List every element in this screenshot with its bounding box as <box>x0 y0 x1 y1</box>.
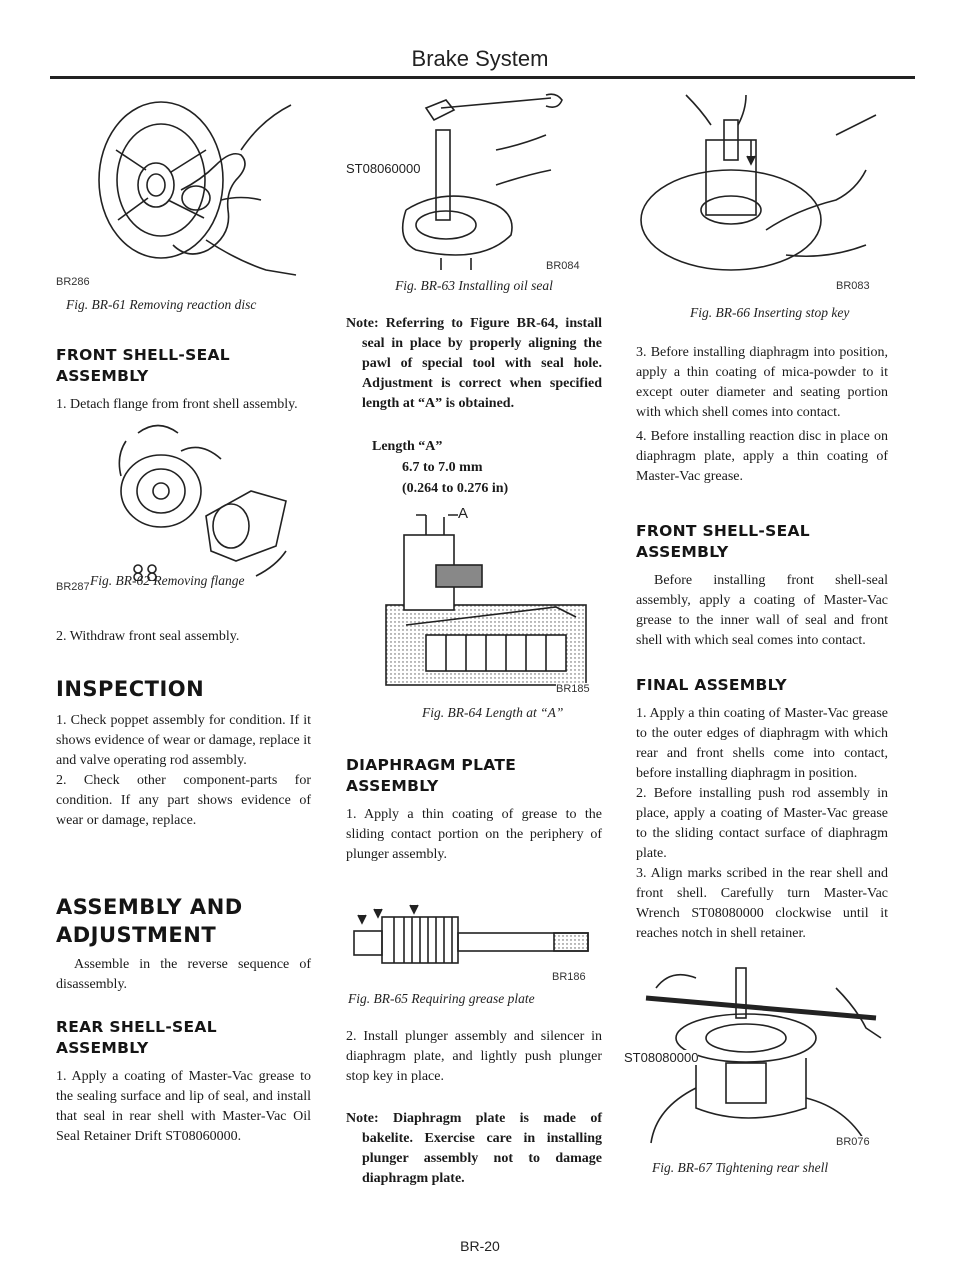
plunger-illustration <box>346 895 602 977</box>
page-header: Brake System <box>411 46 549 71</box>
flange-removal-illustration <box>56 421 311 581</box>
figure-code: BR083 <box>836 280 870 292</box>
tool-label: ST08080000 <box>624 1050 699 1065</box>
column-left <box>56 90 311 1147</box>
paragraph: 1. Apply a thin coating of Master-Vac grease to the outer edges of diaphragm with which rear and front shells come into contact, before installing diaphragm in position. <box>636 706 888 781</box>
figure-br62 <box>56 421 311 601</box>
paragraph: 2. Check other component-parts for condition. If any part shows evidence of wear or damage, replace. <box>56 773 311 828</box>
section-heading: FRONT SHELL-SEAL ASSEMBLY <box>636 522 810 561</box>
reaction-disc-illustration <box>56 90 311 295</box>
figure-code: BR076 <box>836 1136 870 1148</box>
figure-caption: Fig. BR-67 Tightening rear shell <box>652 1160 829 1175</box>
figure-code: BR185 <box>556 683 590 695</box>
note: Note: Diaphragm plate is made of bakelite. Exercise care in installing plunger assembly not to damage diaphragm plate. <box>346 1111 602 1186</box>
figure-br64 <box>346 505 602 695</box>
oil-seal-illustration <box>346 90 602 278</box>
figure-code: BR084 <box>546 260 580 272</box>
header-rule <box>50 76 915 79</box>
length-mm: 6.7 to 7.0 mm <box>402 460 483 475</box>
paragraph: 2. Before installing push rod assembly in place, apply a coating of Master-Vac grease to the sliding contact surface of diaphragm plate. <box>636 786 888 861</box>
paragraph: 1. Detach flange from front shell assembly. <box>56 397 298 412</box>
section-heading: INSPECTION <box>56 677 205 701</box>
length-spec <box>346 436 602 499</box>
paragraph: Assemble in the reverse sequence of disassembly. <box>56 957 311 992</box>
paragraph: Before installing front shell-seal assembly, apply a coating of Master-Vac grease to the inner wall of seal and front shell with which seal comes into contact. <box>636 573 888 648</box>
paragraph: 1. Apply a coating of Master-Vac grease to the sealing surface and lip of seal, and install that seal in rear shell with Master-Vac Oil Seal Retainer Drift ST08060000. <box>56 1069 311 1144</box>
dimension-label: A <box>458 505 469 522</box>
column-right <box>624 90 888 1176</box>
figure-caption: Fig. BR-64 Length at “A” <box>422 705 564 720</box>
figure-br66 <box>636 90 888 295</box>
figure-code: BR286 <box>56 276 90 288</box>
paragraph: 3. Before installing diaphragm into position, apply a thin coating of mica-powder to it except outer diameter and seating portion with which shell comes into contact. <box>636 345 888 420</box>
figure-br63 <box>346 90 602 278</box>
figure-caption: Fig. BR-61 Removing reaction disc <box>66 297 257 312</box>
stop-key-illustration <box>636 90 888 295</box>
section-heading: ASSEMBLY AND ADJUSTMENT <box>56 895 243 947</box>
page-number: BR-20 <box>460 1238 500 1254</box>
length-label: Length “A” <box>372 439 443 454</box>
figure-caption: Fig. BR-66 Inserting stop key <box>690 305 850 320</box>
figure-caption: Fig. BR-65 Requiring grease plate <box>348 991 535 1006</box>
section-heading: FINAL ASSEMBLY <box>636 676 787 694</box>
paragraph: 1. Apply a thin coating of grease to the sliding contact portion on the periphery of plunger assembly. <box>346 807 602 862</box>
figure-code: BR186 <box>552 971 586 983</box>
section-heading: DIAPHRAGM PLATE ASSEMBLY <box>346 756 517 795</box>
figure-br67 <box>624 958 888 1148</box>
paragraph: 3. Align marks scribed in the rear shell and front shell. Carefully turn Master-Vac Wrench ST08080000 clockwise until it reaches notch in shell retainer. <box>636 866 888 941</box>
paragraph: 2. Install plunger assembly and silencer in diaphragm plate, and lightly push plunger stop key in place. <box>346 1029 602 1084</box>
paragraph: 4. Before installing reaction disc in place on diaphragm plate, apply a thin coating of Master-Vac grease. <box>636 429 888 484</box>
paragraph: 1. Check poppet assembly for condition. If it shows evidence of wear or damage, replace it and valve operating rod assembly. <box>56 713 311 768</box>
section-heading: FRONT SHELL-SEAL ASSEMBLY <box>56 346 230 385</box>
figure-br65 <box>346 895 602 983</box>
column-middle <box>346 90 602 1189</box>
figure-caption: Fig. BR-63 Installing oil seal <box>395 278 553 293</box>
figure-br61 <box>56 90 311 295</box>
figure-code: BR287 <box>56 581 90 593</box>
length-a-illustration <box>346 505 602 695</box>
length-in: (0.264 to 0.276 in) <box>402 481 509 496</box>
note: Note: Referring to Figure BR-64, install seal in place by properly aligning the pawl of special tool with seal hole. Adjustment is correct when specified length at “A” is obtained. <box>346 316 602 411</box>
paragraph: 2. Withdraw front seal assembly. <box>56 629 240 644</box>
section-heading: REAR SHELL-SEAL ASSEMBLY <box>56 1018 217 1057</box>
tool-label: ST08060000 <box>346 161 421 176</box>
figure-caption: Fig. BR-62 Removing flange <box>90 573 245 588</box>
